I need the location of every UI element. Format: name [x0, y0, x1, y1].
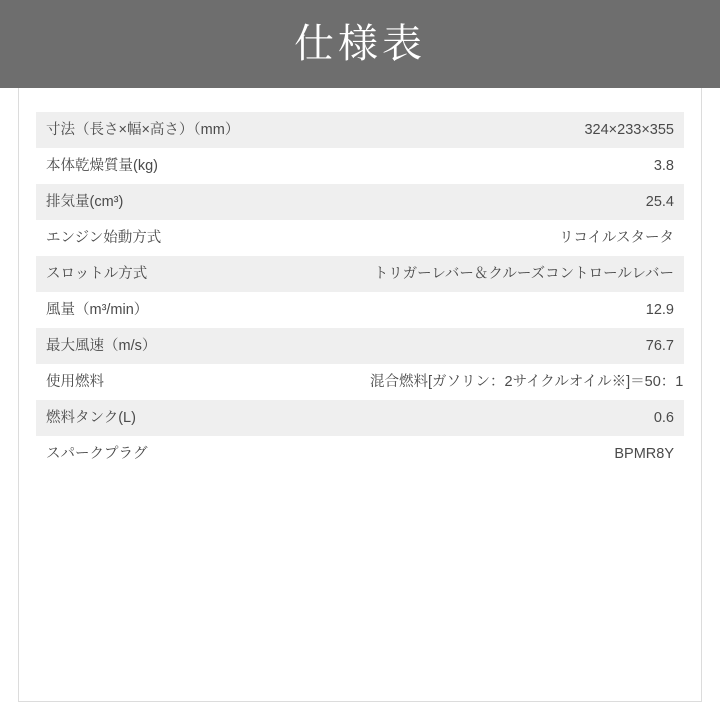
spec-label: エンジン始動方式 [46, 229, 162, 246]
spec-table [36, 112, 684, 472]
spec-label: 排気量(cm³) [46, 193, 124, 210]
spec-table-wrapper [36, 112, 684, 472]
spec-label: 最大風速（m/s） [46, 337, 157, 354]
spec-label: 本体乾燥質量(kg) [46, 157, 158, 174]
table-row [36, 256, 684, 292]
spec-label: スロットル方式 [46, 265, 148, 282]
table-row [36, 328, 684, 364]
spec-value: リコイルスタータ [559, 229, 674, 246]
page-title: 仕様表 [294, 22, 426, 66]
table-row [36, 220, 684, 256]
spec-value: 25.4 [645, 193, 674, 210]
spec-value: 混合燃料[ガソリン：2サイクルオイル※]＝50：1 [370, 373, 684, 390]
table-row [36, 292, 684, 328]
spec-label: 風量（m³/min） [46, 301, 149, 318]
spec-value: 3.8 [653, 157, 674, 174]
spec-label: 使用燃料 [46, 373, 104, 390]
table-row [36, 436, 684, 472]
spec-label: 燃料タンク(L) [46, 409, 136, 426]
spec-table-body [36, 112, 684, 472]
spec-value: トリガーレバー＆クルーズコントロールレバー [373, 265, 674, 282]
spec-value: BPMR8Y [614, 445, 674, 462]
table-row [36, 400, 684, 436]
header-band [0, 0, 720, 88]
table-row [36, 364, 684, 400]
table-row [36, 112, 684, 148]
table-row [36, 148, 684, 184]
spec-value: 76.7 [645, 337, 674, 354]
spec-label: スパークプラグ [46, 445, 148, 462]
spec-value: 12.9 [645, 301, 674, 318]
spec-value: 0.6 [653, 409, 674, 426]
table-row [36, 184, 684, 220]
spec-label: 寸法（長さ×幅×高さ）（mm） [46, 121, 240, 138]
spec-value: 324×233×355 [584, 121, 674, 138]
